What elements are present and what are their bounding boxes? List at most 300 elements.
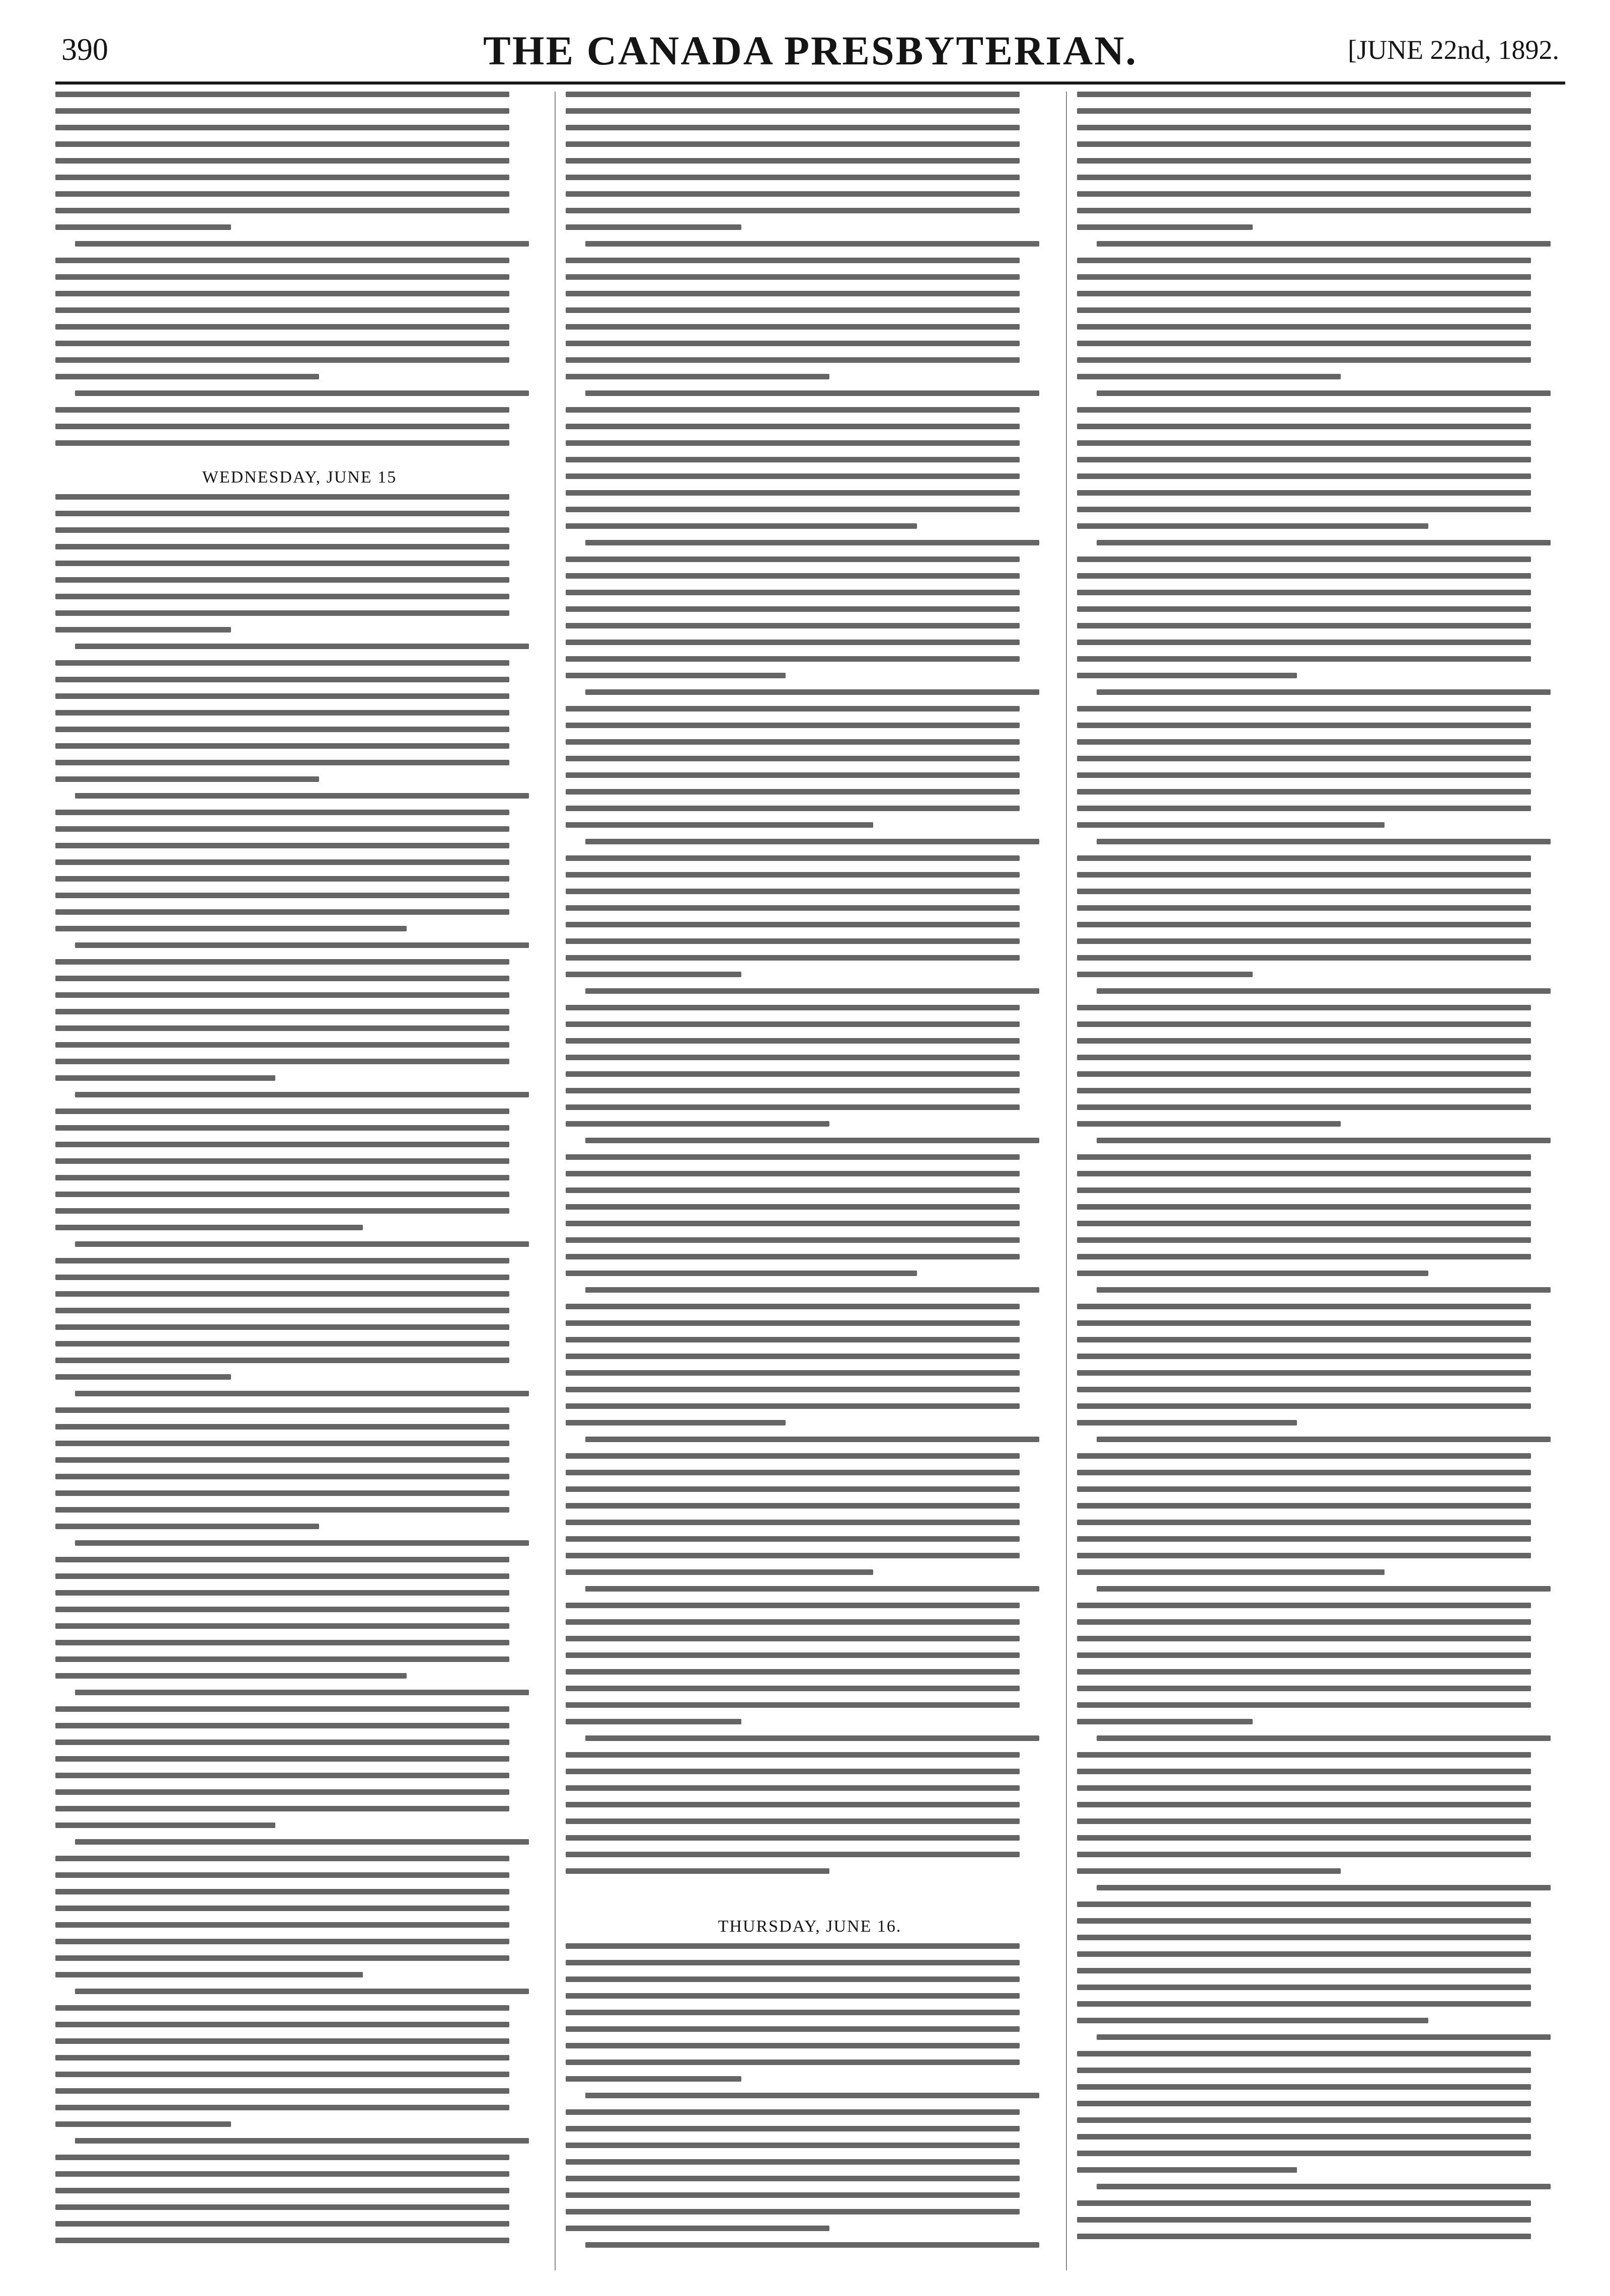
text-line (55, 1175, 509, 1180)
text-line (55, 1557, 509, 1562)
text-line (1077, 590, 1531, 595)
text-line (566, 224, 741, 230)
text-line (55, 1872, 509, 1878)
text-line (566, 2109, 1020, 2115)
text-line (55, 2072, 509, 2077)
text-line (1077, 424, 1531, 429)
text-line (1077, 2200, 1531, 2206)
text-line (1097, 540, 1551, 545)
text-line (566, 1304, 1020, 1309)
text-line (1077, 1868, 1341, 1874)
text-line (55, 341, 509, 346)
text-line (566, 1835, 1020, 1841)
text-line (566, 1187, 1020, 1193)
text-line (1097, 689, 1551, 695)
text-line (55, 1856, 509, 1861)
text-line (1077, 274, 1531, 280)
text-line (55, 727, 509, 732)
text-line (55, 1490, 509, 1496)
text-line (55, 760, 509, 765)
text-line (566, 1852, 1020, 1857)
column-divider (1066, 92, 1067, 2270)
text-line (1097, 2034, 1551, 2040)
text-line (566, 1769, 1020, 1774)
text-line (566, 606, 1020, 612)
text-line (566, 756, 1020, 761)
text-line (566, 590, 1020, 595)
text-line (55, 909, 509, 915)
text-line (1077, 1021, 1531, 1027)
text-line (55, 1374, 231, 1380)
text-line (1077, 1088, 1531, 1093)
text-line (75, 1540, 529, 1546)
text-line (1077, 457, 1531, 462)
text-line (566, 291, 1020, 296)
text-line (55, 1291, 509, 1297)
text-line (1097, 988, 1551, 994)
text-line (55, 2022, 509, 2027)
text-line (1077, 291, 1531, 296)
text-line (566, 1104, 1020, 1110)
text-line (1077, 640, 1531, 645)
text-line (1077, 1902, 1531, 1907)
text-line (1077, 1271, 1428, 1276)
text-line (55, 677, 509, 682)
text-line (566, 922, 1020, 927)
text-line (55, 374, 319, 379)
text-line (566, 789, 1020, 795)
text-columns (55, 92, 1565, 2270)
text-line (566, 806, 1020, 811)
column-1 (55, 92, 544, 2270)
text-line (55, 544, 509, 549)
text-line (566, 2060, 1020, 2065)
text-line (1077, 341, 1531, 346)
text-line (566, 1943, 1020, 1949)
text-line (1077, 606, 1531, 612)
text-line (1077, 1951, 1531, 1957)
text-line (75, 1241, 529, 1247)
text-line (55, 693, 509, 699)
text-line (1077, 1187, 1531, 1193)
text-line (1077, 208, 1531, 213)
text-line (566, 955, 1020, 961)
text-line (1077, 573, 1531, 579)
text-line (566, 307, 1020, 313)
text-line (55, 1009, 509, 1014)
text-line (566, 1503, 1020, 1509)
text-line (75, 644, 529, 649)
text-line (55, 1955, 509, 1961)
text-line (566, 341, 1020, 346)
text-line (55, 1823, 275, 1828)
text-line (566, 374, 829, 379)
text-line (1077, 2134, 1531, 2140)
text-line (566, 1636, 1020, 1641)
text-line (566, 1619, 1020, 1625)
text-line (566, 905, 1020, 911)
text-line (55, 224, 231, 230)
text-line (566, 1603, 1020, 1608)
text-line (566, 108, 1020, 114)
text-line (1077, 2234, 1531, 2239)
text-line (1077, 1055, 1531, 1060)
text-line (566, 723, 1020, 728)
text-line (55, 1308, 509, 1313)
text-line (566, 1320, 1020, 1326)
text-line (1077, 324, 1531, 330)
text-line (1097, 2184, 1551, 2189)
text-line (585, 689, 1039, 695)
text-line (1077, 623, 1531, 628)
text-line (566, 175, 1020, 180)
text-line (55, 1059, 509, 1064)
text-line (55, 1922, 509, 1928)
text-line (1077, 1769, 1531, 1774)
text-line (1097, 1735, 1551, 1741)
text-line (55, 125, 509, 130)
text-line (55, 594, 509, 599)
text-line (585, 2242, 1039, 2248)
text-line (1077, 307, 1531, 313)
text-line (1077, 407, 1531, 413)
text-line (55, 1258, 509, 1263)
text-line (1077, 1354, 1531, 1359)
text-line (585, 1287, 1039, 1293)
text-line (55, 1789, 509, 1795)
text-line (566, 1005, 1020, 1010)
text-line (55, 1507, 509, 1513)
text-line (55, 926, 407, 931)
text-line (55, 1441, 509, 1446)
text-line (1077, 1752, 1531, 1758)
text-line (1077, 656, 1531, 662)
text-line (55, 2171, 509, 2177)
text-line (1077, 1204, 1531, 1210)
text-line (1077, 855, 1531, 861)
text-line (566, 557, 1020, 562)
text-line (55, 324, 509, 330)
column-divider (555, 92, 556, 2270)
text-line (1097, 241, 1551, 247)
text-line (566, 2209, 1020, 2214)
text-line (1077, 905, 1531, 911)
text-line (1077, 1171, 1531, 1176)
text-line (1077, 1470, 1531, 1475)
text-line (566, 1669, 1020, 1675)
text-line (1077, 374, 1341, 379)
text-line (1077, 772, 1531, 778)
text-line (55, 158, 509, 164)
text-line (566, 473, 1020, 479)
text-line (566, 2192, 1020, 2198)
text-line (566, 855, 1020, 861)
text-line (1077, 2217, 1531, 2223)
text-line (55, 191, 509, 197)
text-line (585, 390, 1039, 396)
text-line (55, 1524, 319, 1529)
text-line (55, 660, 509, 666)
text-line (566, 2010, 1020, 2015)
column-2 (566, 92, 1054, 2270)
text-line (55, 1573, 509, 1579)
text-line (566, 822, 873, 828)
text-line (1077, 955, 1531, 961)
text-line (55, 1275, 509, 1280)
text-line (55, 1109, 509, 1114)
text-line (55, 2188, 509, 2193)
text-line (566, 208, 1020, 213)
text-line (1077, 756, 1531, 761)
text-line (55, 1457, 509, 1463)
text-line (55, 743, 509, 749)
text-line (566, 1387, 1020, 1392)
text-block (566, 92, 1054, 1885)
text-line (1077, 922, 1531, 927)
text-line (1077, 872, 1531, 878)
text-line (1077, 1337, 1531, 1342)
text-line (1077, 706, 1531, 711)
text-line (55, 307, 509, 313)
text-line (585, 1586, 1039, 1592)
text-line (55, 2088, 509, 2094)
text-line (566, 1154, 1020, 1160)
text-line (1077, 1985, 1531, 1990)
text-line (585, 2093, 1039, 2098)
text-line (1077, 1536, 1531, 1542)
text-line (55, 826, 509, 832)
text-line (566, 1686, 1020, 1691)
text-line (1077, 889, 1531, 894)
text-line (566, 274, 1020, 280)
text-line (566, 889, 1020, 894)
text-line (566, 772, 1020, 778)
text-line (1077, 1636, 1531, 1641)
text-line (55, 1623, 509, 1629)
text-line (55, 876, 509, 882)
text-line (566, 1121, 829, 1127)
text-line (1097, 839, 1551, 844)
text-line (566, 972, 741, 977)
text-line (1077, 673, 1297, 678)
text-line (55, 1723, 509, 1728)
section-heading-wednesday: WEDNESDAY, JUNE 15 (202, 468, 397, 487)
text-line (566, 1702, 1020, 1708)
text-line (1077, 1968, 1531, 1973)
text-line (566, 1237, 1020, 1243)
text-line (566, 739, 1020, 745)
text-line (1097, 1885, 1551, 1890)
text-line (55, 2155, 509, 2160)
text-line (55, 810, 509, 815)
text-line (55, 1474, 509, 1479)
text-line (55, 1806, 509, 1811)
text-line (55, 1906, 509, 1911)
text-line (1077, 490, 1531, 496)
text-line (566, 1071, 1020, 1077)
text-line (1077, 1453, 1531, 1459)
text-line (55, 494, 509, 500)
page-number: 390 (61, 33, 108, 67)
text-line (75, 390, 529, 396)
text-line (566, 938, 1020, 944)
text-line (75, 1391, 529, 1396)
text-line (55, 1025, 509, 1031)
text-line (1077, 2151, 1531, 2156)
text-line (55, 357, 509, 363)
text-line (55, 577, 509, 583)
text-line (566, 1553, 1020, 1558)
text-line (566, 1221, 1020, 1226)
text-line (566, 158, 1020, 164)
text-line (55, 291, 509, 296)
text-line (566, 2043, 1020, 2048)
text-line (566, 1652, 1020, 1658)
text-line (55, 627, 231, 632)
text-line (55, 2105, 509, 2110)
text-line (1077, 440, 1531, 446)
text-line (1077, 523, 1428, 529)
text-line (566, 1818, 1020, 1824)
text-line (75, 1839, 529, 1845)
text-line (55, 1407, 509, 1413)
text-line (1077, 224, 1253, 230)
text-line (55, 440, 509, 446)
text-line (566, 1171, 1020, 1176)
text-line (566, 1486, 1020, 1492)
text-line (566, 125, 1020, 130)
text-line (55, 2238, 509, 2243)
text-block (55, 92, 544, 457)
text-line (55, 1939, 509, 1944)
text-line (1077, 1387, 1531, 1392)
text-line (75, 2138, 529, 2144)
text-line (75, 1989, 529, 1994)
text-line (566, 1453, 1020, 1459)
text-line (1097, 1138, 1551, 1143)
text-line (55, 92, 509, 97)
text-line (566, 1752, 1020, 1758)
text-line (55, 992, 509, 998)
text-line (55, 610, 509, 616)
text-line (566, 1370, 1020, 1376)
text-line (75, 241, 529, 247)
text-line (566, 1204, 1020, 1210)
text-line (55, 976, 509, 981)
text-line (1077, 258, 1531, 263)
text-line (1077, 739, 1531, 745)
text-line (566, 1960, 1020, 1965)
text-line (585, 839, 1039, 844)
text-line (55, 1358, 509, 1363)
text-line (55, 2038, 509, 2044)
text-block (1077, 92, 1565, 2250)
text-line (1077, 2051, 1531, 2056)
text-line (1077, 1785, 1531, 1791)
text-line (1077, 723, 1531, 728)
text-line (55, 1739, 509, 1745)
text-line (566, 457, 1020, 462)
text-line (585, 1138, 1039, 1143)
text-block (566, 1943, 1054, 2259)
text-line (1077, 1520, 1531, 1525)
text-line (55, 258, 509, 263)
text-line (1077, 1603, 1531, 1608)
text-line (566, 407, 1020, 413)
text-line (566, 2126, 1020, 2131)
text-line (1077, 1719, 1253, 1724)
text-line (55, 2121, 231, 2127)
text-line (55, 1324, 509, 1330)
text-line (55, 1590, 509, 1596)
text-line (566, 92, 1020, 97)
text-line (55, 274, 509, 280)
text-line (55, 1706, 509, 1712)
text-line (1077, 357, 1531, 363)
text-line (55, 141, 509, 147)
text-line (585, 988, 1039, 994)
text-line (1077, 972, 1253, 977)
text-line (55, 1225, 363, 1230)
text-line (1077, 1104, 1531, 1110)
text-line (55, 511, 509, 516)
text-line (1077, 789, 1531, 795)
text-line (566, 872, 1020, 878)
text-line (1077, 1254, 1531, 1259)
text-line (566, 2226, 829, 2231)
text-line (55, 1125, 509, 1131)
text-line (1077, 2068, 1531, 2073)
text-line (566, 1021, 1020, 1027)
text-line (566, 507, 1020, 512)
text-line (1077, 2001, 1531, 2007)
text-line (1097, 1586, 1551, 1592)
text-line (566, 490, 1020, 496)
text-line (55, 561, 509, 566)
text-line (1077, 141, 1531, 147)
text-line (55, 1640, 509, 1645)
text-line (55, 2005, 509, 2011)
text-line (55, 710, 509, 716)
text-line (566, 258, 1020, 263)
text-line (1077, 1071, 1531, 1077)
text-line (55, 959, 509, 965)
text-line (75, 942, 529, 948)
text-line (55, 1673, 407, 1679)
text-line (75, 1092, 529, 1097)
text-line (1077, 1121, 1341, 1127)
text-line (1077, 1005, 1531, 1010)
text-line (55, 108, 509, 114)
text-line (55, 893, 509, 898)
text-line (585, 241, 1039, 247)
text-line (55, 776, 319, 782)
text-line (1077, 2101, 1531, 2106)
text-line (1077, 1320, 1531, 1326)
text-block (55, 494, 544, 2254)
text-line (55, 2221, 509, 2227)
text-line (1077, 1420, 1297, 1426)
text-line (566, 1470, 1020, 1475)
text-line (566, 1520, 1020, 1525)
text-line (566, 1536, 1020, 1542)
text-line (1077, 125, 1531, 130)
text-line (1077, 1237, 1531, 1243)
text-line (1077, 1503, 1531, 1509)
text-line (1077, 1818, 1531, 1824)
text-line (1077, 1852, 1531, 1857)
text-line (1077, 92, 1531, 97)
